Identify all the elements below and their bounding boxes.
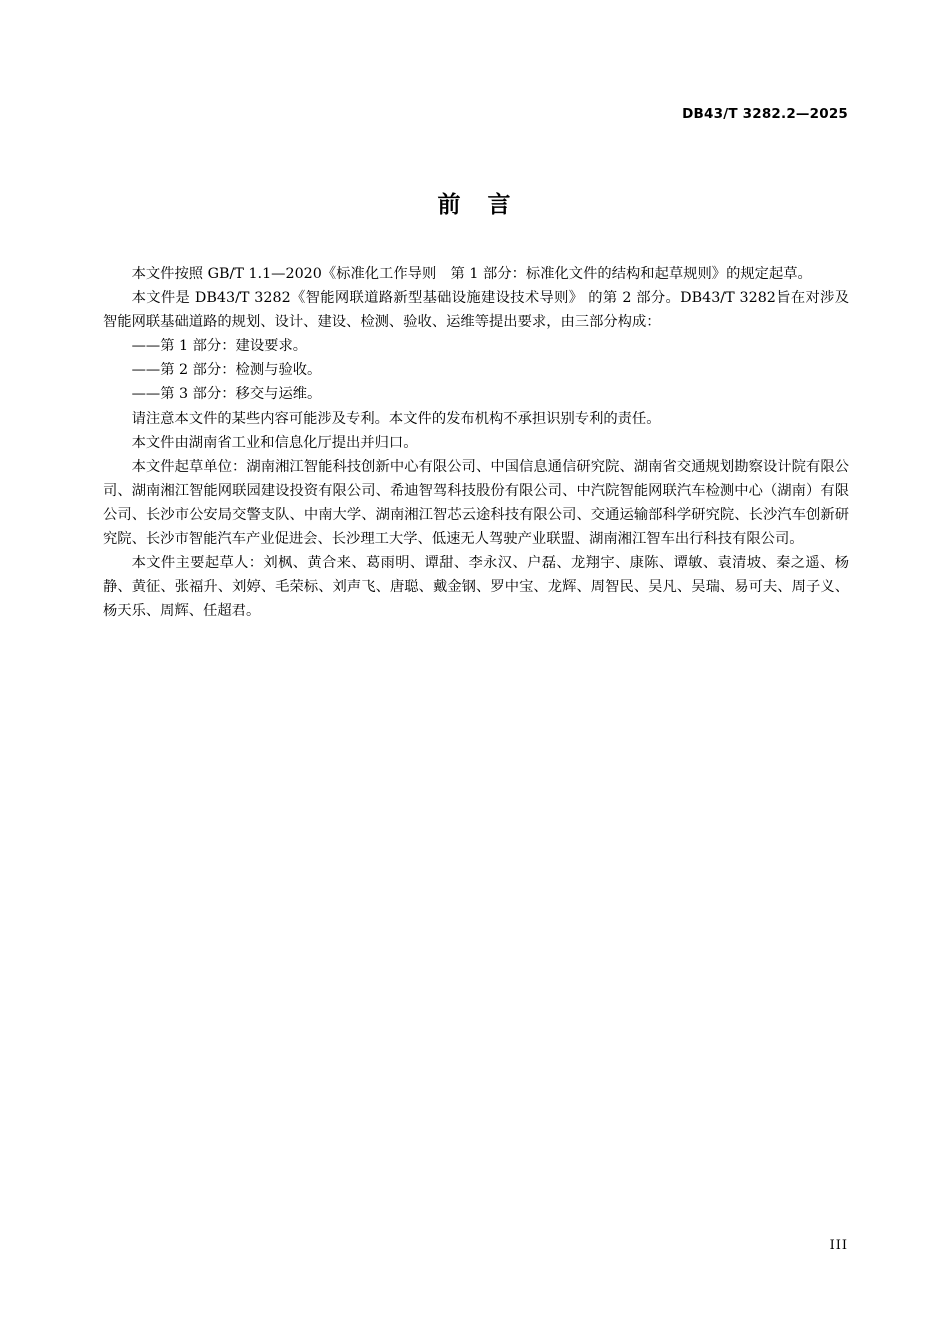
page-number: III — [829, 1238, 848, 1253]
foreword-body — [103, 262, 849, 623]
paragraph-proposer: 本文件由湖南省工业和信息化厅提出并归口。 — [131, 434, 418, 451]
document-code: DB43/T 3282.2—2025 — [682, 106, 848, 122]
paragraph-patent-notice: 请注意本文件的某些内容可能涉及专利。本文件的发布机构不承担识别专利的责任。 — [131, 410, 661, 427]
list-item-part-3: ——第 3 部分：移交与运维。 — [131, 386, 322, 403]
list-item-part-1: ——第 1 部分：建设要求。 — [131, 338, 308, 355]
paragraph-drafting-basis: 本文件按照 GB/T 1.1—2020《标准化工作导则 第 1 部分：标准化文件的结构和起草规则》的规定起草。 — [131, 266, 812, 282]
page-title: 前 言 — [437, 192, 513, 218]
list-item-part-2: ——第 2 部分：检测与验收。 — [131, 362, 322, 379]
paragraph-drafting-units: 本文件起草单位：湖南湘江智能科技创新中心有限公司、中国信息通信研究院、湖南省交通规划勘察设计院有限公司、湖南湘江智能网联园建设投资有限公司、希迪智驾科技股份有限公司、中汽院智能网联汽车检测中心（湖南）有限公司、长沙市公安局交警支队、中南大学、湖南湘江智芯云途科技有限公司、交通运输部科学研究院、长沙汽车创新研究院、长沙市智能汽车产业促进会、长沙理工大学、低速无人驾驶产业联盟、湖南湘江智车出行科技有限公司。 — [103, 458, 849, 548]
paragraph-part-description: 本文件是 DB43/T 3282《智能网联道路新型基础设施建设技术导则》 的第 2 部分。DB43/T 3282旨在对涉及智能网联基础道路的规划、设计、建设、检测、验收、运维等提出要求，由三部分构成： — [103, 290, 849, 331]
paragraph-drafters: 本文件主要起草人：刘枫、黄合来、葛雨明、谭甜、李永汉、户磊、龙翔宇、康陈、谭敏、袁清坡、秦之遥、杨静、黄征、张福升、刘婷、毛荣标、刘声飞、唐聪、戴金钢、罗中宝、龙辉、周智民、吴凡、吴瑞、易可夫、周子义、杨天乐、周辉、任超君。 — [103, 555, 849, 620]
